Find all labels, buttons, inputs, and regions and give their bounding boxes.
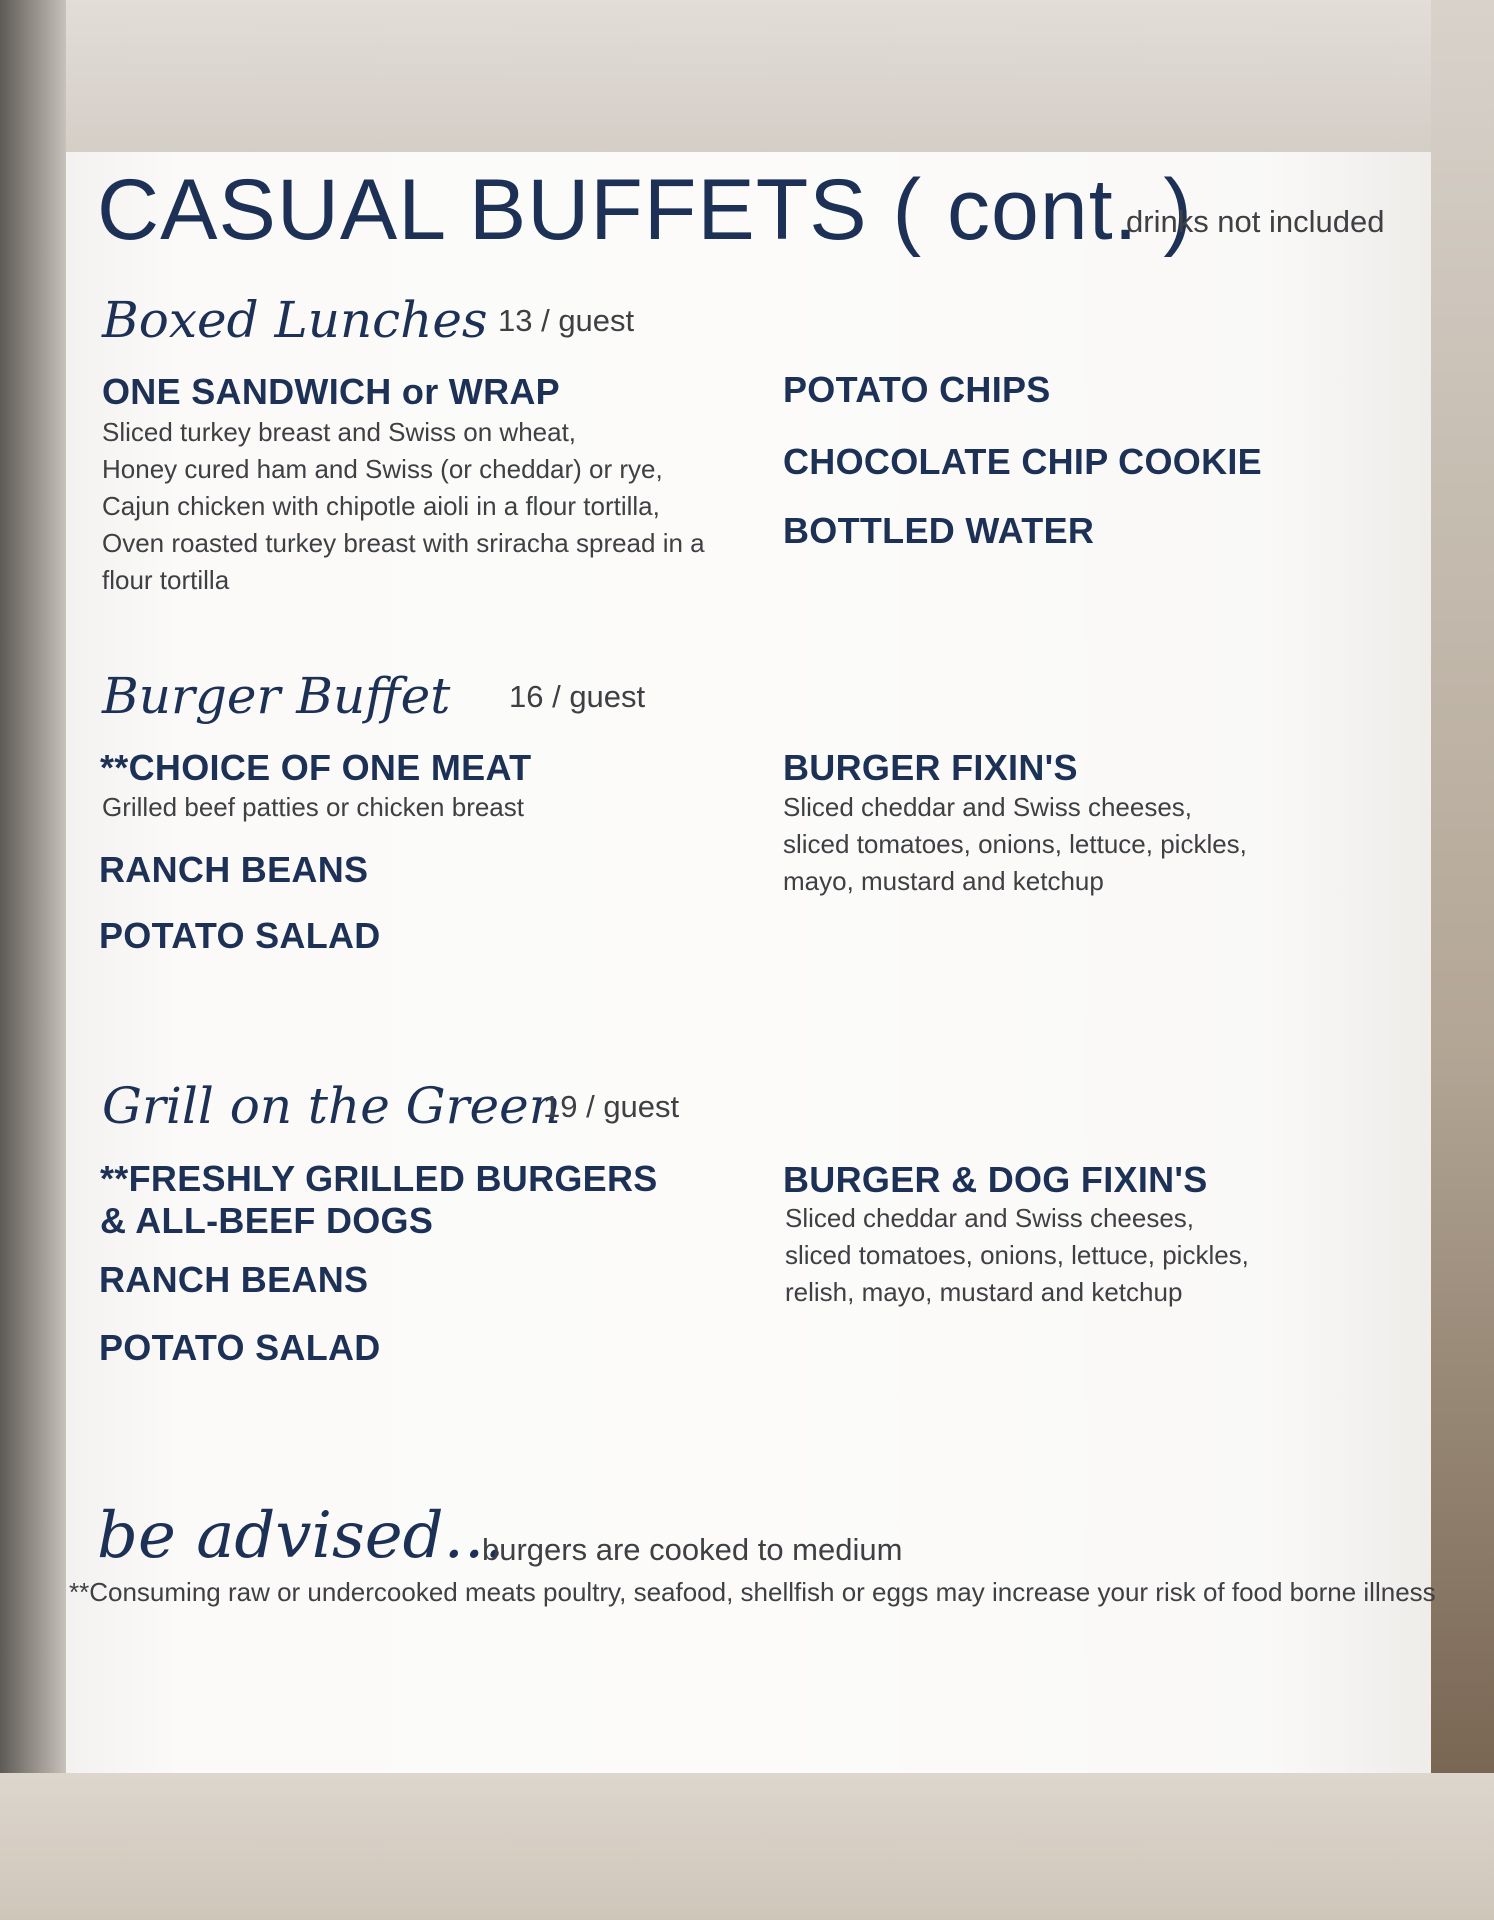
description-line: relish, mayo, mustard and ketchup: [785, 1277, 1183, 1307]
background-glass-left: [0, 0, 66, 1920]
background-photo-top: [0, 0, 1494, 152]
item-sandwich-or-wrap: ONE SANDWICH or WRAP: [102, 371, 560, 412]
item-potato-salad: POTATO SALAD: [99, 915, 381, 956]
item-bottled-water: BOTTLED WATER: [783, 510, 1095, 551]
description-line: Oven roasted turkey breast with sriracha spread in a: [102, 528, 705, 558]
item-line: & ALL-BEEF DOGS: [100, 1200, 434, 1241]
item-potato-chips: POTATO CHIPS: [783, 369, 1051, 410]
item-burger-fixins: BURGER FIXIN'S: [783, 747, 1078, 788]
section-title-grill-on-the-green: Grill on the Green: [102, 1077, 561, 1135]
price-grill-on-the-green: 19 / guest: [543, 1089, 680, 1124]
background-table-right: [1431, 0, 1494, 1920]
description-line: sliced tomatoes, onions, lettuce, pickles,: [785, 1240, 1249, 1270]
item-ranch-beans: RANCH BEANS: [99, 849, 369, 890]
price-boxed-lunches: 13 / guest: [498, 303, 635, 338]
description-line: Sliced cheddar and Swiss cheeses,: [785, 1203, 1195, 1233]
item-chocolate-chip-cookie: CHOCOLATE CHIP COOKIE: [783, 441, 1262, 482]
description-line: Sliced turkey breast and Swiss on wheat,: [102, 417, 577, 447]
food-safety-warning: **Consuming raw or undercooked meats poultry, seafood, shellfish or eggs may increase your risk of food borne illness: [69, 1577, 1436, 1607]
background-photo-bottom: [0, 1773, 1494, 1920]
meat-description: Grilled beef patties or chicken breast: [102, 792, 524, 822]
description-line: mayo, mustard and ketchup: [783, 866, 1104, 896]
advisory-cooking-note: burgers are cooked to medium: [482, 1532, 903, 1567]
item-line: **FRESHLY GRILLED BURGERS: [100, 1158, 658, 1199]
sandwich-description: [102, 414, 705, 599]
description-line: sliced tomatoes, onions, lettuce, pickles,: [783, 829, 1247, 859]
burger-fixins-description: [783, 789, 1247, 900]
item-burger-and-dog-fixins: BURGER & DOG FIXIN'S: [783, 1159, 1208, 1200]
description-line: Sliced cheddar and Swiss cheeses,: [783, 792, 1193, 822]
section-title-burger-buffet: Burger Buffet: [102, 667, 451, 725]
advisory-heading: be advised...: [97, 1499, 505, 1573]
item-potato-salad: POTATO SALAD: [99, 1327, 381, 1368]
description-line: Cajun chicken with chipotle aioli in a flour tortilla,: [102, 491, 660, 521]
item-ranch-beans: RANCH BEANS: [99, 1259, 369, 1300]
page-title: CASUAL BUFFETS ( cont. ): [97, 162, 1194, 258]
description-line: Honey cured ham and Swiss (or cheddar) or rye,: [102, 454, 663, 484]
section-title-boxed-lunches: Boxed Lunches: [102, 291, 488, 349]
price-burger-buffet: 16 / guest: [509, 679, 646, 714]
description-line: flour tortilla: [102, 565, 230, 595]
burger-and-dog-fixins-description: [785, 1200, 1249, 1311]
drinks-note: drinks not included: [1126, 204, 1385, 239]
item-freshly-grilled-burgers: [100, 1158, 658, 1242]
item-choice-of-one-meat: **CHOICE OF ONE MEAT: [100, 747, 532, 788]
